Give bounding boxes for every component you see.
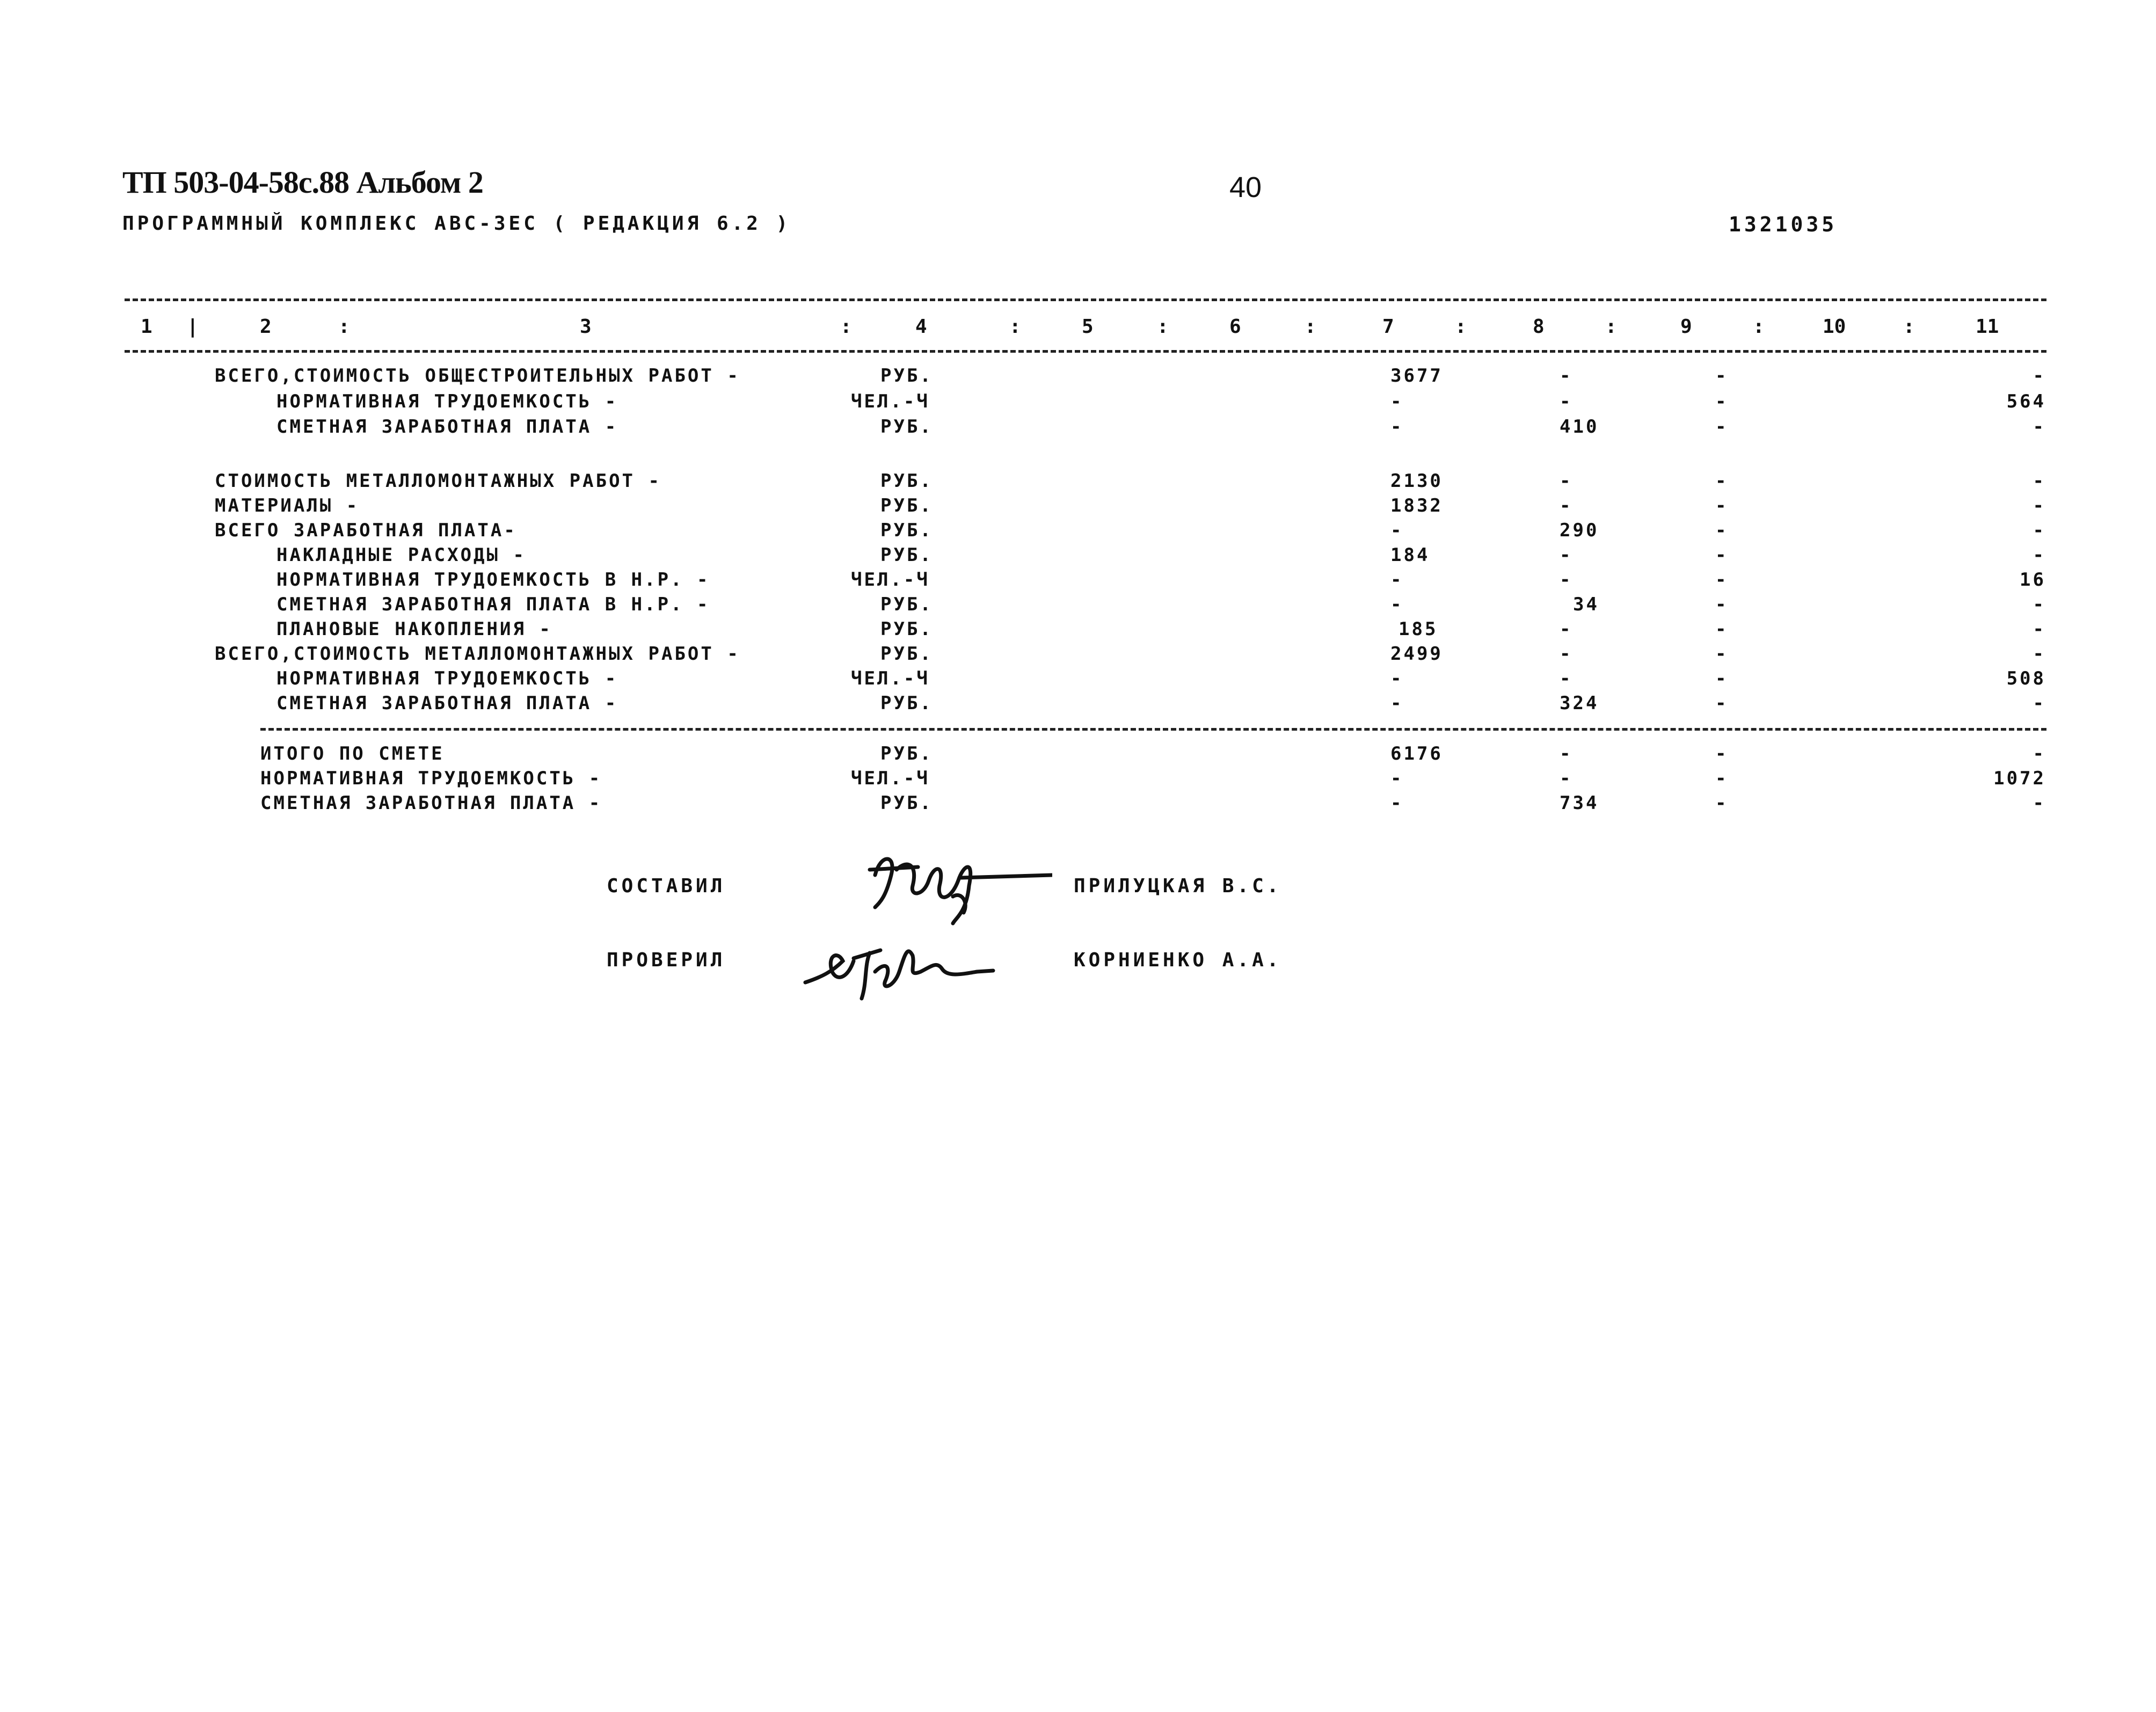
table-row [0, 643, 2156, 668]
row-col8: - [1560, 544, 1573, 566]
row-name: СТОИМОСТЬ МЕТАЛЛОМОНТАЖНЫХ РАБОТ - [215, 470, 661, 492]
row-col8: - [1560, 643, 1573, 665]
col-separator: | [187, 316, 199, 338]
row-unit: РУБ. [880, 643, 933, 665]
row-col9: - [1715, 693, 1729, 714]
row-col11: - [2033, 618, 2046, 640]
row-unit: ЧЕЛ.-Ч [851, 768, 930, 789]
row-name: СМЕТНАЯ ЗАРАБОТНАЯ ПЛАТА - [260, 792, 602, 814]
code-number: 1321035 [1729, 213, 1838, 236]
row-col9: - [1715, 416, 1729, 438]
checked-signature [800, 929, 1004, 1004]
row-col11: - [2033, 495, 2046, 516]
row-name: НАКЛАДНЫЕ РАСХОДЫ - [276, 544, 526, 566]
row-name: НОРМАТИВНАЯ ТРУДОЕМКОСТЬ - [276, 391, 618, 412]
row-col9: - [1715, 618, 1729, 640]
document-code: ТП 503-04-58с.88 Альбом 2 [122, 165, 483, 200]
row-name: МАТЕРИАЛЫ - [215, 495, 360, 516]
row-col8: - [1560, 470, 1573, 492]
row-col7: - [1390, 520, 1404, 541]
row-col11: 508 [2006, 668, 2046, 689]
table-row [0, 569, 2156, 594]
compiled-signature [859, 843, 1052, 929]
row-col9: - [1715, 768, 1729, 789]
row-col11: - [2033, 416, 2046, 438]
row-col11: - [2033, 643, 2046, 665]
table-row [0, 470, 2156, 495]
row-col9: - [1715, 594, 1729, 615]
table-top-rule [125, 298, 2046, 301]
row-col8: 410 [1560, 416, 1599, 438]
table-row [0, 618, 2156, 643]
col-num-3: 3 [580, 316, 592, 338]
row-name: СМЕТНАЯ ЗАРАБОТНАЯ ПЛАТА - [276, 416, 618, 438]
col-num-2: 2 [260, 316, 272, 338]
compiled-name: ПРИЛУЦКАЯ В.С. [1074, 875, 1282, 897]
row-col9: - [1715, 544, 1729, 566]
page-number: 40 [1229, 171, 1262, 203]
row-unit: РУБ. [880, 520, 933, 541]
row-name: НОРМАТИВНАЯ ТРУДОЕМКОСТЬ - [276, 668, 618, 689]
row-col11: - [2033, 792, 2046, 814]
row-name: ИТОГО ПО СМЕТЕ [260, 743, 445, 764]
row-col9: - [1715, 569, 1729, 591]
totals-rule [260, 728, 2046, 731]
row-unit: РУБ. [880, 470, 933, 492]
row-unit: РУБ. [880, 792, 933, 814]
row-col8: 290 [1560, 520, 1599, 541]
table-row [0, 594, 2156, 618]
col-num-4: 4 [915, 316, 927, 338]
row-col11: 16 [2020, 569, 2046, 591]
col-num-7: 7 [1382, 316, 1394, 338]
row-col8: - [1560, 569, 1573, 591]
row-col9: - [1715, 743, 1729, 764]
row-unit: РУБ. [880, 594, 933, 615]
row-col8: - [1560, 391, 1573, 412]
row-unit: РУБ. [880, 618, 933, 640]
row-col8: - [1560, 668, 1573, 689]
col-separator: : [840, 316, 852, 338]
table-row [0, 544, 2156, 569]
table-row [0, 520, 2156, 544]
row-col7: 184 [1390, 544, 1430, 566]
row-col7: - [1390, 668, 1404, 689]
row-unit: ЧЕЛ.-Ч [851, 668, 930, 689]
row-col9: - [1715, 792, 1729, 814]
row-unit: РУБ. [880, 544, 933, 566]
row-col11: 564 [2006, 391, 2046, 412]
row-col7: - [1390, 594, 1404, 615]
col-num-6: 6 [1229, 316, 1241, 338]
row-name: ВСЕГО,СТОИМОСТЬ МЕТАЛЛОМОНТАЖНЫХ РАБОТ - [215, 643, 740, 665]
row-col11: 1072 [1993, 768, 2046, 789]
row-unit: ЧЕЛ.-Ч [851, 569, 930, 591]
row-col8: 34 [1573, 594, 1599, 615]
header-bottom-rule [125, 350, 2046, 353]
row-unit: РУБ. [880, 495, 933, 516]
col-separator: : [1305, 316, 1316, 338]
checked-label: ПРОВЕРИЛ [607, 949, 726, 971]
row-col7: 185 [1399, 618, 1438, 640]
col-separator: : [1157, 316, 1169, 338]
table-row [0, 693, 2156, 717]
row-col11: - [2033, 693, 2046, 714]
row-col7: - [1390, 569, 1404, 591]
row-col8: 734 [1560, 792, 1599, 814]
col-num-10: 10 [1823, 316, 1846, 338]
checked-name: КОРНИЕНКО А.А. [1074, 949, 1282, 971]
row-name: ВСЕГО ЗАРАБОТНАЯ ПЛАТА- [215, 520, 517, 541]
col-num-11: 11 [1976, 316, 1999, 338]
row-col9: - [1715, 520, 1729, 541]
row-col8: 324 [1560, 693, 1599, 714]
row-col8: - [1560, 495, 1573, 516]
col-separator: : [1903, 316, 1915, 338]
row-col8: - [1560, 365, 1573, 387]
col-num-1: 1 [141, 316, 152, 338]
col-separator: : [1605, 316, 1617, 338]
col-num-9: 9 [1680, 316, 1692, 338]
row-col7: 3677 [1390, 365, 1443, 387]
row-unit: РУБ. [880, 693, 933, 714]
row-col7: 6176 [1390, 743, 1443, 764]
row-unit: РУБ. [880, 365, 933, 387]
row-col7: - [1390, 768, 1404, 789]
table-row [0, 391, 2156, 416]
table-row [0, 495, 2156, 520]
row-col9: - [1715, 365, 1729, 387]
row-unit: РУБ. [880, 743, 933, 764]
row-col9: - [1715, 391, 1729, 412]
row-col11: - [2033, 520, 2046, 541]
row-name: СМЕТНАЯ ЗАРАБОТНАЯ ПЛАТА - [276, 693, 618, 714]
row-name: ВСЕГО,СТОИМОСТЬ ОБЩЕСТРОИТЕЛЬНЫХ РАБОТ - [215, 365, 740, 387]
table-row [0, 768, 2156, 792]
row-col8: - [1560, 743, 1573, 764]
row-col9: - [1715, 668, 1729, 689]
row-unit: РУБ. [880, 416, 933, 438]
row-col9: - [1715, 470, 1729, 492]
row-col8: - [1560, 618, 1573, 640]
row-col11: - [2033, 594, 2046, 615]
row-col7: - [1390, 792, 1404, 814]
row-col9: - [1715, 495, 1729, 516]
row-col11: - [2033, 544, 2046, 566]
row-col7: - [1390, 416, 1404, 438]
row-col7: 2499 [1390, 643, 1443, 665]
col-separator: : [1455, 316, 1467, 338]
table-row [0, 743, 2156, 768]
row-name: НОРМАТИВНАЯ ТРУДОЕМКОСТЬ В Н.Р. - [276, 569, 710, 591]
col-num-5: 5 [1082, 316, 1094, 338]
col-num-8: 8 [1533, 316, 1545, 338]
col-separator: : [1009, 316, 1021, 338]
table-row [0, 668, 2156, 693]
row-col7: - [1390, 391, 1404, 412]
table-row [0, 365, 2156, 390]
program-line: ПРОГРАММНЫЙ КОМПЛЕКС АВС-ЗЕС ( РЕДАКЦИЯ 6.2 ) [122, 213, 791, 235]
col-separator: : [338, 316, 350, 338]
row-col11: - [2033, 365, 2046, 387]
table-row [0, 416, 2156, 441]
row-col11: - [2033, 743, 2046, 764]
col-separator: : [1753, 316, 1765, 338]
table-row [0, 792, 2156, 817]
row-name: ПЛАНОВЫЕ НАКОПЛЕНИЯ - [276, 618, 552, 640]
row-col7: - [1390, 693, 1404, 714]
row-col9: - [1715, 643, 1729, 665]
row-unit: ЧЕЛ.-Ч [851, 391, 930, 412]
row-col7: 1832 [1390, 495, 1443, 516]
row-name: НОРМАТИВНАЯ ТРУДОЕМКОСТЬ - [260, 768, 602, 789]
row-col8: - [1560, 768, 1573, 789]
row-col11: - [2033, 470, 2046, 492]
compiled-label: СОСТАВИЛ [607, 875, 726, 897]
row-name: СМЕТНАЯ ЗАРАБОТНАЯ ПЛАТА В Н.Р. - [276, 594, 710, 615]
row-col7: 2130 [1390, 470, 1443, 492]
